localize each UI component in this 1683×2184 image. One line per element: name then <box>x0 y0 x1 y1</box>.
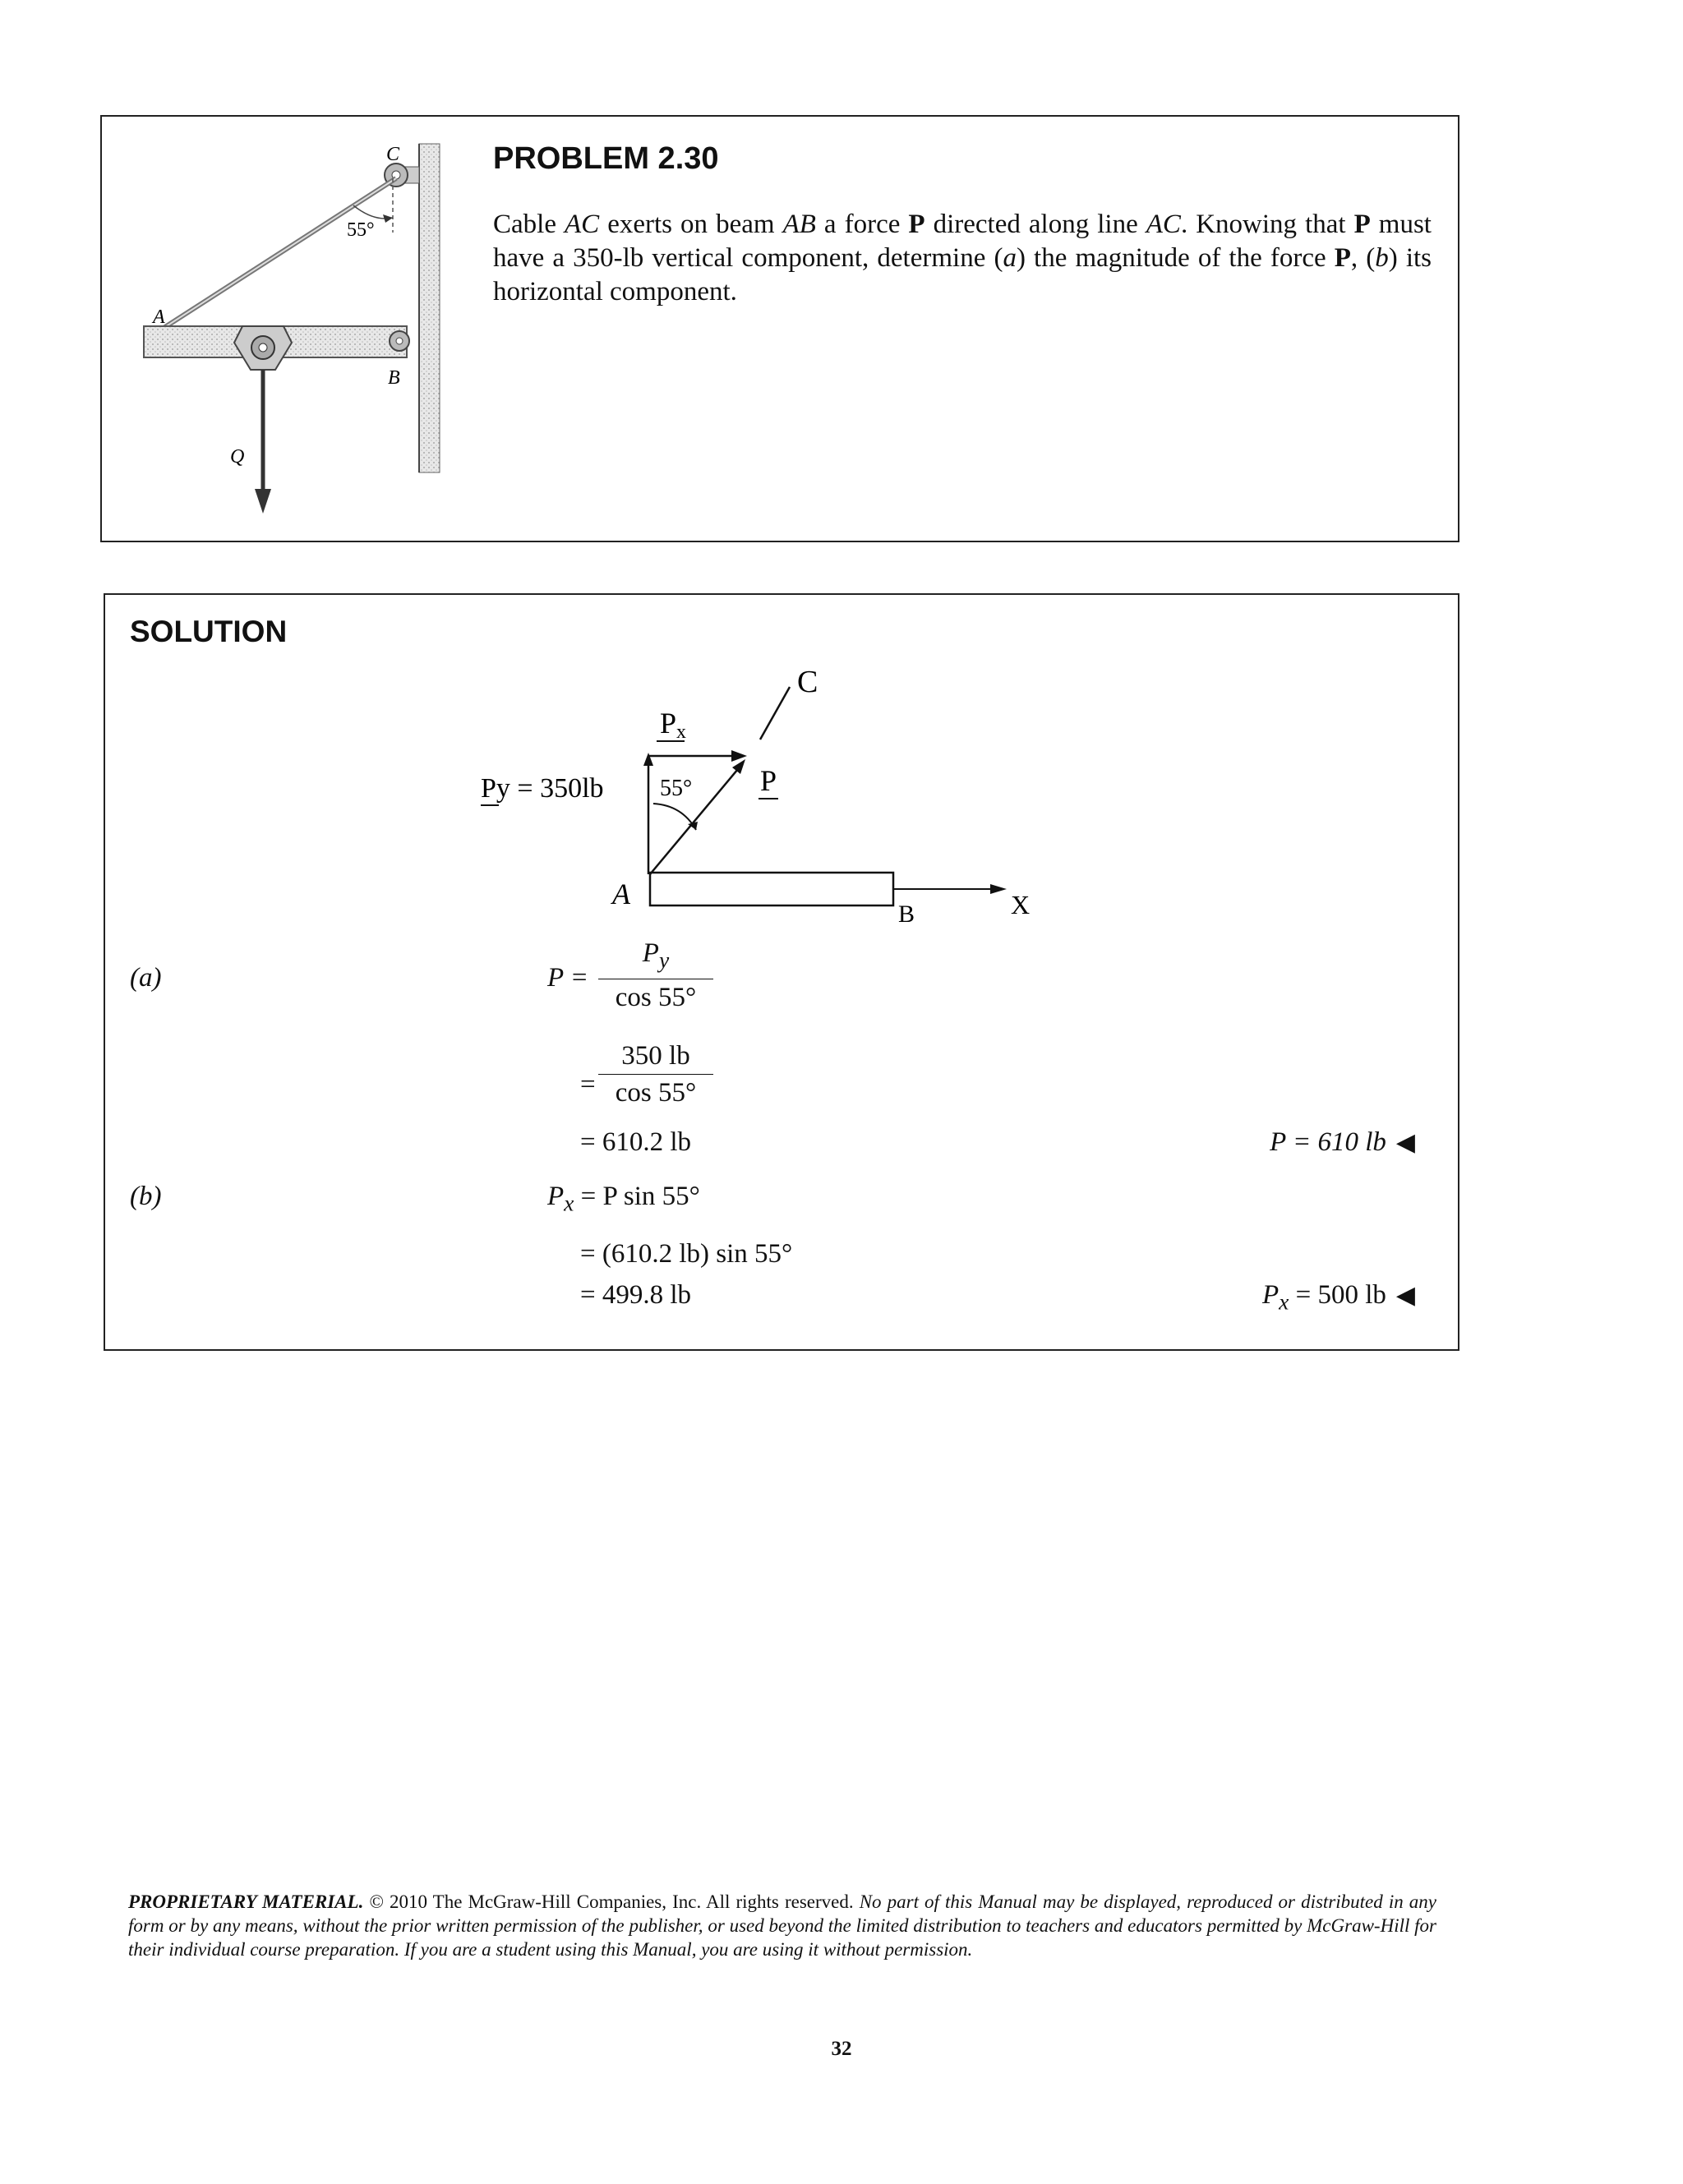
page-number: 32 <box>831 2038 852 2060</box>
sketch-b-label: B <box>898 901 915 928</box>
label-angle: 55° <box>347 219 375 241</box>
problem-statement: Cable AC exerts on beam AB a force P directed along line AC. Knowing that P must have a 350-lb vertical component, determine (a) the magnitude of the force P, (b) its horizontal component. <box>493 210 1432 306</box>
sketch-beam <box>650 873 893 905</box>
sketch-py-label: Py = 350lb <box>481 773 604 804</box>
sketch-x-label: X <box>1011 890 1031 919</box>
part-a-lhs: P = <box>547 963 589 993</box>
part-b-step: = (610.2 lb) sin 55° <box>580 1239 793 1269</box>
part-b-result: = 499.8 lb <box>580 1280 692 1310</box>
part-a-fraction-1: $P_y$ cos 55° <box>598 937 713 1014</box>
wall <box>419 144 440 472</box>
label-b: B <box>388 367 400 389</box>
problem-title: PROBLEM 2.30 <box>493 141 719 176</box>
label-c: C <box>386 144 400 165</box>
answer-marker-icon: ◀ <box>1395 1129 1415 1156</box>
sketch-p-label: P <box>760 764 777 797</box>
problem-figure <box>131 136 477 522</box>
answer-marker-icon: ◀ <box>1395 1282 1415 1309</box>
part-b-equation: $P_x = P$ sin 55° <box>547 1182 700 1216</box>
sketch-c-label: C <box>797 665 818 699</box>
sketch-angle: 55° <box>660 776 693 801</box>
label-q: Q <box>230 446 245 468</box>
copyright-footer: PROPRIETARY MATERIAL. © 2010 The McGraw-Hill Companies, Inc. All rights reserved. No part of this Manual may be displayed, reproduced or distributed in any form or by any means, without the prior written permission of the publisher, or used beyond the limited distribution to teachers and educators permitted by McGraw-Hill for their individual course preparation. If you are a student using this Manual, you are using it without permission. <box>128 1891 1436 1960</box>
solution-title: SOLUTION <box>130 615 288 648</box>
part-a-answer: P = 610 lb ◀ <box>1270 1127 1415 1157</box>
label-a: A <box>153 306 165 328</box>
part-a-fraction-2: 350 lb cos 55° <box>598 1039 713 1109</box>
sketch-px-label: Px <box>660 707 687 743</box>
part-a-label: (a) <box>130 963 162 993</box>
solution-sketch <box>481 657 1089 937</box>
line-to-c <box>760 687 790 740</box>
load-q-arrow <box>255 489 271 514</box>
part-b-answer: $P_x = 500$ lb ◀ <box>1262 1280 1415 1315</box>
part-a-result: = 610.2 lb <box>580 1127 692 1157</box>
part-b-label: (b) <box>130 1182 162 1211</box>
sketch-a-label: A <box>612 878 630 910</box>
part-a-equals: = <box>580 1070 596 1099</box>
